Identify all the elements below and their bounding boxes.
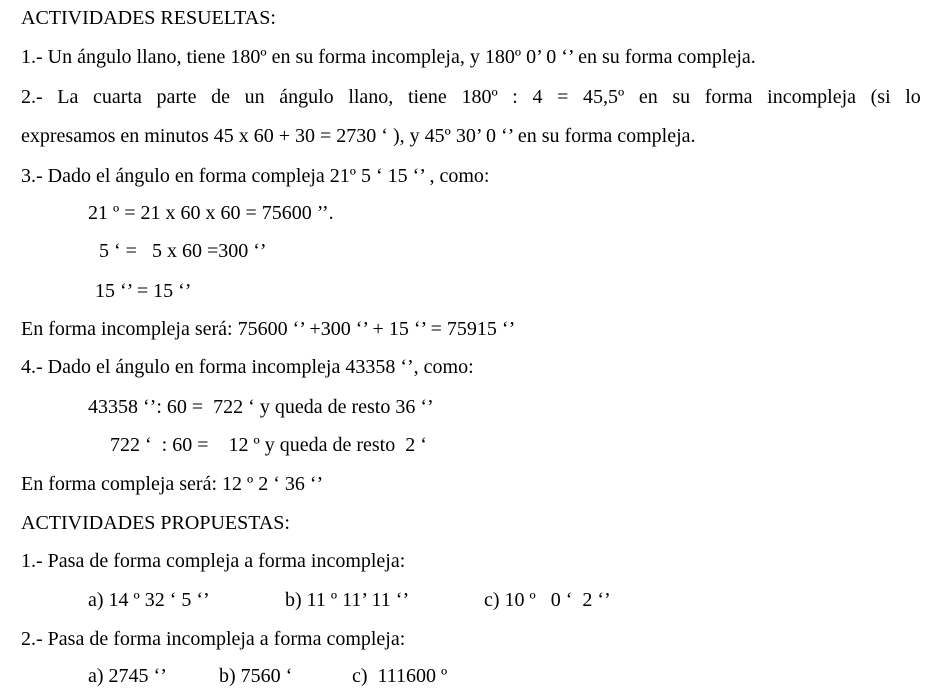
proposed-1-b: b) 11 º 11’ 11 ‘’ bbox=[285, 589, 410, 611]
activity-2-line-1 bbox=[21, 85, 921, 109]
activity-3-step-3: 15 ‘’ = 15 ‘’ bbox=[95, 280, 192, 302]
activity-2-word: La bbox=[57, 86, 79, 108]
activity-4-result: En forma compleja será: 12 º 2 ‘ 36 ‘’ bbox=[21, 473, 324, 495]
activity-1: 1.- Un ángulo llano, tiene 180º en su forma incompleja, y 180º 0’ 0 ‘’ en su forma compleja. bbox=[21, 46, 756, 68]
activity-2-word: incompleja bbox=[767, 86, 856, 108]
activity-3-step-2: 5 ‘ = 5 x 60 =300 ‘’ bbox=[99, 240, 267, 262]
activity-4-intro: 4.- Dado el ángulo en forma incompleja 43358 ‘’, como: bbox=[21, 356, 474, 378]
activity-3-intro: 3.- Dado el ángulo en forma compleja 21º 5 ‘ 15 ‘’ , como: bbox=[21, 165, 490, 187]
activity-2-word: 4 bbox=[532, 86, 543, 108]
activity-2-word: parte bbox=[156, 86, 197, 108]
activity-2-word: 180º bbox=[461, 86, 498, 108]
proposed-2-a: a) 2745 ‘’ bbox=[88, 665, 167, 687]
activity-2-word: tiene bbox=[407, 86, 447, 108]
activity-2-word: de bbox=[211, 86, 230, 108]
heading-propuestas: ACTIVIDADES PROPUESTAS: bbox=[21, 512, 290, 534]
activity-2-word: ángulo bbox=[279, 86, 334, 108]
activity-2-word: llano, bbox=[348, 86, 394, 108]
activity-2-word: = bbox=[557, 86, 569, 108]
proposed-1: 1.- Pasa de forma compleja a forma incompleja: bbox=[21, 550, 406, 572]
activity-4-step-2: 722 ‘ : 60 = 12 º y queda de resto 2 ‘ bbox=[110, 434, 427, 456]
activity-2-word: 45,5º bbox=[582, 86, 625, 108]
proposed-2-c: c) 111600 º bbox=[352, 665, 448, 687]
activity-2-word: forma bbox=[704, 86, 753, 108]
activity-2-word: (si bbox=[870, 86, 891, 108]
heading-resueltas: ACTIVIDADES RESUELTAS: bbox=[21, 7, 276, 29]
activity-2-word: en bbox=[638, 86, 658, 108]
activity-2-word: cuarta bbox=[93, 86, 142, 108]
proposed-1-c: c) 10 º 0 ‘ 2 ‘’ bbox=[484, 589, 611, 611]
activity-2-word: un bbox=[244, 86, 265, 108]
activity-4-step-1: 43358 ‘’: 60 = 722 ‘ y queda de resto 36 ‘’ bbox=[88, 396, 434, 418]
proposed-2: 2.- Pasa de forma incompleja a forma compleja: bbox=[21, 628, 406, 650]
activity-2-word: su bbox=[672, 86, 691, 108]
activity-3-step-1: 21 º = 21 x 60 x 60 = 75600 ’’. bbox=[88, 202, 334, 224]
activity-2-line-2: expresamos en minutos 45 x 60 + 30 = 2730 ‘ ), y 45º 30’ 0 ‘’ en su forma compleja. bbox=[21, 125, 696, 147]
proposed-2-b: b) 7560 ‘ bbox=[219, 665, 293, 687]
activity-2-word: : bbox=[512, 86, 518, 108]
proposed-1-a: a) 14 º 32 ‘ 5 ‘’ bbox=[88, 589, 210, 611]
activity-3-result: En forma incompleja será: 75600 ‘’ +300 ‘’ + 15 ‘’ = 75915 ‘’ bbox=[21, 318, 516, 340]
activity-2-word: lo bbox=[905, 86, 921, 108]
activity-2-word: 2.- bbox=[21, 86, 43, 108]
